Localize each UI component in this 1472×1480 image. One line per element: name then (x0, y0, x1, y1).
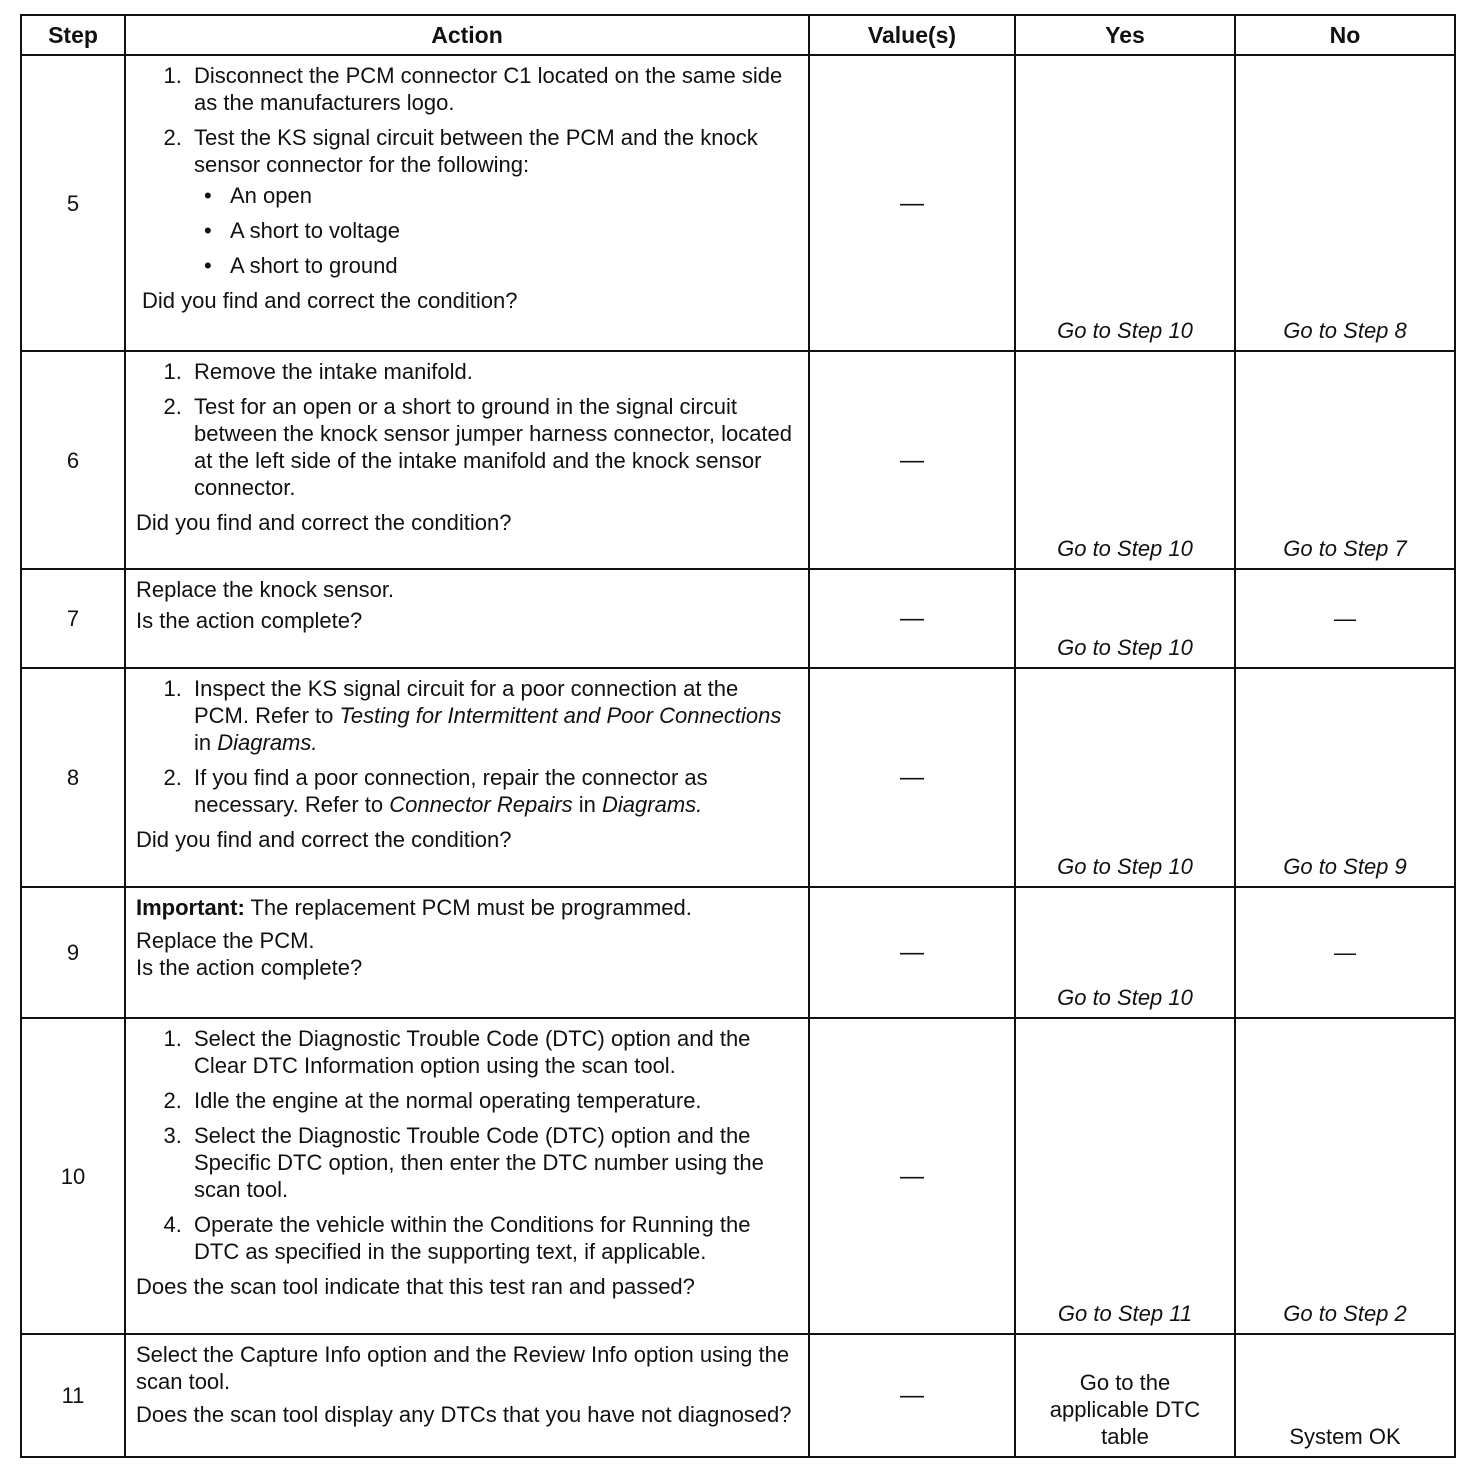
header-yes: Yes (1015, 15, 1235, 55)
bullet-item: • A short to ground (224, 252, 798, 279)
action-list (136, 62, 798, 279)
yes-link[interactable]: Go to Step 10 (1015, 887, 1235, 1018)
step-number: 10 (21, 1018, 125, 1334)
bullet-item: • An open (224, 182, 798, 209)
important-note (136, 894, 798, 921)
step-number: 8 (21, 668, 125, 887)
action-item: 1. Select the Diagnostic Trouble Code (DTC) option and the Clear DTC Information option using the scan tool. (188, 1025, 798, 1079)
table-row-step-9 (21, 887, 1455, 1018)
yes-link[interactable]: Go to Step 10 (1015, 569, 1235, 668)
no-cell: — (1235, 569, 1455, 668)
action-item-text: Test the KS signal circuit between the PCM and the knock sensor connector for the following: (194, 125, 758, 177)
action-item (188, 764, 798, 818)
action-cell (125, 1334, 809, 1457)
header-values: Value(s) (809, 15, 1015, 55)
action-cell (125, 887, 809, 1018)
action-text: Replace the knock sensor. (136, 577, 395, 602)
yes-link[interactable]: Go to the applicable DTC table (1015, 1334, 1235, 1457)
diagnostic-table-sheet (20, 14, 1454, 1458)
header-step: Step (21, 15, 125, 55)
table-row-step-11 (21, 1334, 1455, 1457)
action-question: Did you find and correct the condition? (142, 288, 518, 313)
action-item: 1. Remove the intake manifold. (188, 358, 798, 385)
action-item-text: If you find a poor connection, repair the connector as necessary. Refer to (194, 765, 708, 817)
no-link[interactable]: Go to Step 2 (1235, 1018, 1455, 1334)
important-label: Important: (136, 895, 245, 920)
reference-title: Connector Repairs (389, 792, 573, 817)
action-cell (125, 351, 809, 569)
value-cell: — (809, 668, 1015, 887)
no-link[interactable]: Go to Step 9 (1235, 668, 1455, 887)
table-row-step-7 (21, 569, 1455, 668)
step-number: 6 (21, 351, 125, 569)
action-cell (125, 569, 809, 668)
action-question: Did you find and correct the condition? (136, 510, 512, 535)
action-list (136, 675, 798, 818)
yes-link[interactable]: Go to Step 11 (1015, 1018, 1235, 1334)
action-list (136, 1025, 798, 1265)
no-cell: — (1235, 887, 1455, 1018)
action-list (136, 358, 798, 501)
yes-link[interactable]: Go to Step 10 (1015, 351, 1235, 569)
diagnostic-table (20, 14, 1456, 1458)
action-text: Replace the PCM. (136, 928, 315, 953)
action-question: Is the action complete? (136, 955, 363, 980)
header-row (21, 15, 1455, 55)
reference-manual: Diagrams. (602, 792, 703, 817)
step-number: 5 (21, 55, 125, 351)
value-cell: — (809, 887, 1015, 1018)
action-text: Select the Capture Info option and the Review Info option using the scan tool. (136, 1342, 790, 1394)
table-row-step-5 (21, 55, 1455, 351)
no-link[interactable]: Go to Step 8 (1235, 55, 1455, 351)
action-item-text: in (572, 792, 603, 817)
yes-link[interactable]: Go to Step 10 (1015, 55, 1235, 351)
step-number: 9 (21, 887, 125, 1018)
action-item: 1. Disconnect the PCM connector C1 located on the same side as the manufacturers logo. (188, 62, 798, 116)
header-no: No (1235, 15, 1455, 55)
no-result: System OK (1235, 1334, 1455, 1457)
bullet-list (194, 182, 798, 279)
action-cell (125, 668, 809, 887)
value-cell: — (809, 1334, 1015, 1457)
value-cell: — (809, 569, 1015, 668)
no-link[interactable]: Go to Step 7 (1235, 351, 1455, 569)
action-item-text: in (194, 730, 218, 755)
step-number: 7 (21, 569, 125, 668)
bullet-item: • A short to voltage (224, 217, 798, 244)
reference-manual: Diagrams. (217, 730, 318, 755)
step-number: 11 (21, 1334, 125, 1457)
action-item: 3. Select the Diagnostic Trouble Code (DTC) option and the Specific DTC option, then enter the DTC number using the scan tool. (188, 1122, 798, 1203)
table-row-step-10 (21, 1018, 1455, 1334)
yes-link[interactable]: Go to Step 10 (1015, 668, 1235, 887)
reference-title: Testing for Intermittent and Poor Connections (339, 703, 782, 728)
action-question: Is the action complete? (136, 608, 363, 633)
important-text: The replacement PCM must be programmed. (244, 895, 692, 920)
action-item-text: Inspect the KS signal circuit for a poor connection at the PCM. Refer to (194, 676, 739, 728)
header-action: Action (125, 15, 809, 55)
action-question: Does the scan tool display any DTCs that you have not diagnosed? (136, 1402, 792, 1427)
action-cell (125, 55, 809, 351)
value-cell: — (809, 1018, 1015, 1334)
action-question: Did you find and correct the condition? (136, 827, 512, 852)
value-cell: — (809, 351, 1015, 569)
action-item: 2. Test for an open or a short to ground in the signal circuit between the knock sensor jumper harness connector, located at the left side of the intake manifold and the knock sensor connector. (188, 393, 798, 501)
table-row-step-8 (21, 668, 1455, 887)
value-cell: — (809, 55, 1015, 351)
action-item (188, 675, 798, 756)
table-row-step-6 (21, 351, 1455, 569)
action-item (188, 124, 798, 279)
action-cell (125, 1018, 809, 1334)
action-item: 2. Idle the engine at the normal operating temperature. (188, 1087, 798, 1114)
action-question: Does the scan tool indicate that this test ran and passed? (136, 1274, 695, 1299)
action-item: 4. Operate the vehicle within the Conditions for Running the DTC as specified in the supporting text, if applicable. (188, 1211, 798, 1265)
